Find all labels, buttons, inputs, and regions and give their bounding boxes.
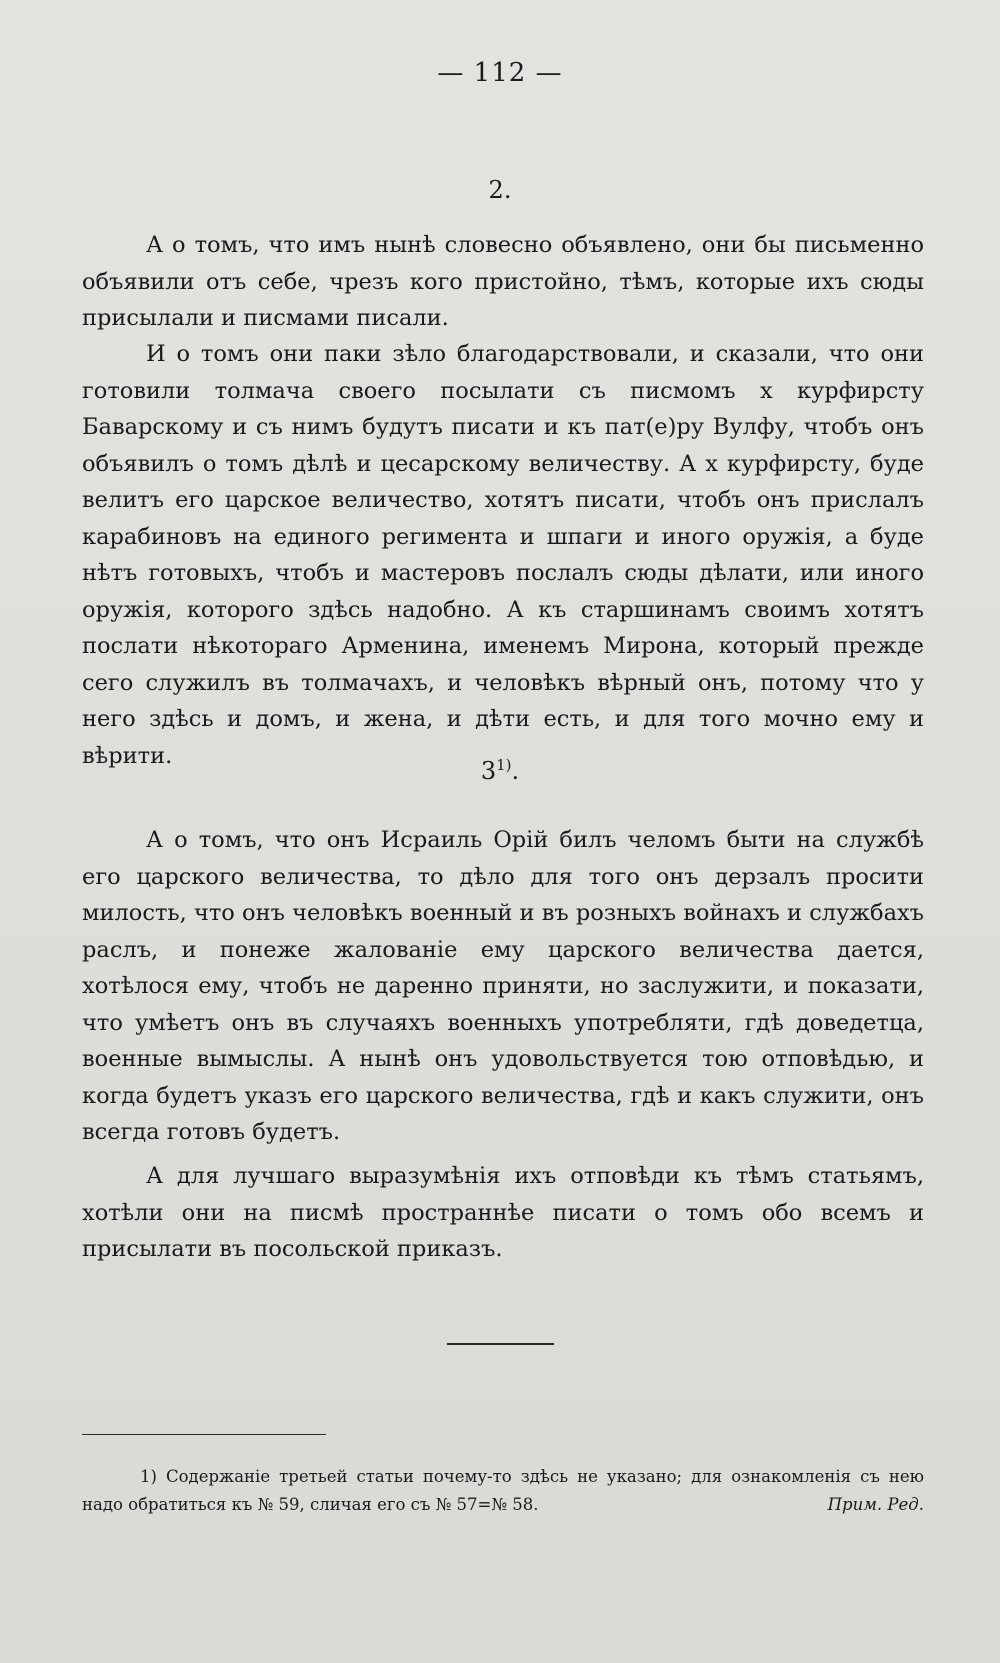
footnote-signature: Прим. Ред. [827, 1495, 924, 1514]
end-divider [447, 1343, 554, 1345]
paragraph-section-2-b: И о томъ они паки зѣло благодарствовали, и сказали, что они готовили толмача своего посылати съ писмомъ х курфирсту Баварскому и съ нимъ будутъ писати и къ пат(е)ру Вулфу, чтобъ онъ объявилъ о томъ дѣлѣ и цесарскому величеству. А х курфирсту, буде велитъ его царское величество, хотятъ писати, чтобъ онъ прислалъ карабиновъ на единого регимента и шпаги и иного оружія, а буде нѣтъ готовыхъ, чтобъ и мастеровъ послалъ сюды дѣлати, или иного оружія, которого здѣсь надобно. А къ старшинамъ своимъ хотятъ послати нѣкотораго Арменина, именемъ Мирона, который прежде сего служилъ въ толмачахъ, и человѣкъ вѣрный онъ, потому что у него здѣсь и домъ, и жена, и дѣти есть, и для того мочно ему и вѣрити. [82, 341, 924, 769]
paragraph-section-2-a: А о томъ, что имъ нынѣ словесно объявлено, они бы письменно объявили отъ себе, чрезъ кого пристойно, тѣмъ, которые ихъ сюды присылали и писмами писали. [82, 232, 924, 331]
section-number-3-digit: 3 [480, 757, 497, 785]
footnote-reference: 1) [496, 756, 512, 774]
page-number: — 112 — [437, 58, 563, 88]
footnote [82, 1463, 924, 1519]
section-number-2: 2. [488, 176, 512, 204]
footnote-text: 1) Содержаніе третьей статьи почему-то здѣсь не указано; для ознакомленія съ нею надо обратиться къ № 59, сличая его съ № 57=№ 58. [82, 1467, 924, 1514]
section-number-3 [0, 757, 1000, 785]
section-number-3-suffix: . [511, 757, 520, 785]
closing-paragraph: А для лучшаго выразумѣнія ихъ отповѣди къ тѣмъ статьямъ, хотѣли они на писмѣ пространнѣе писати о томъ обо всемъ и присылати въ посольской приказъ. [82, 1163, 924, 1262]
paragraph-section-3: А о томъ, что онъ Исраиль Орій билъ челомъ быти на службѣ его царского величества, то дѣло для того онъ дерзалъ просити милость, что онъ человѣкъ военный и въ розныхъ войнахъ и службахъ раслъ, и понеже жалованіе ему царского величества дается, хотѣлося ему, чтобъ не даренно приняти, но заслужити, и показати, что умѣетъ онъ въ случаяхъ военныхъ употребляти, гдѣ доведетца, военные вымыслы. А нынѣ онъ удовольствуется тою отповѣдью, и когда будетъ указъ его царского величества, гдѣ и какъ служити, онъ всегда готовъ будетъ. [82, 827, 924, 1145]
footnote-divider [82, 1434, 326, 1435]
